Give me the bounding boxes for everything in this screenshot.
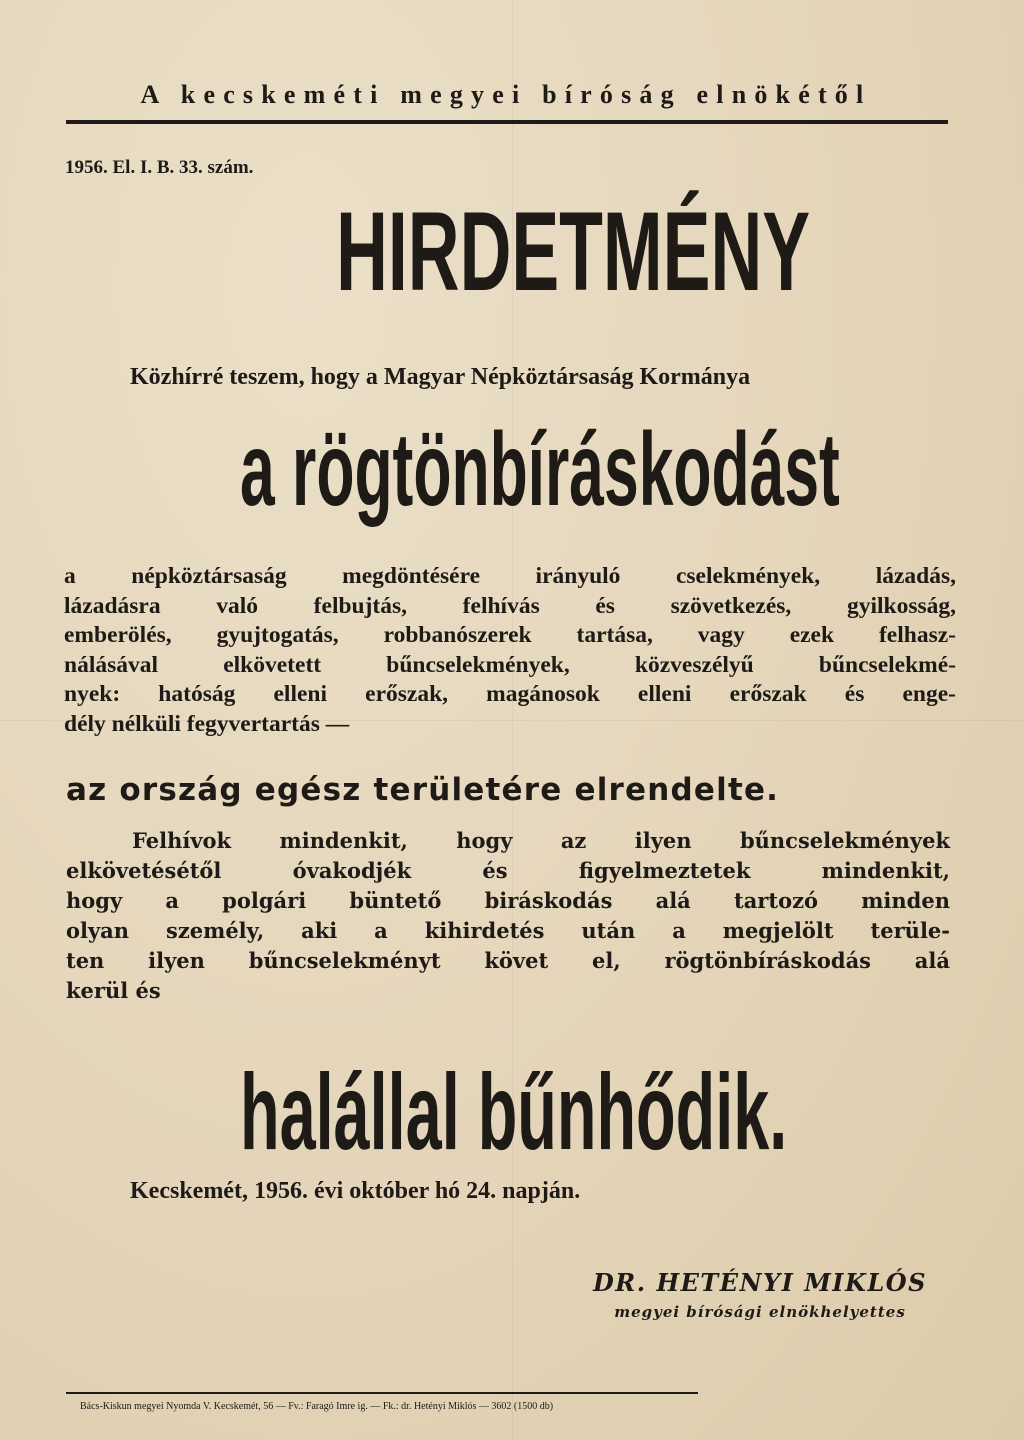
- ordered-statement: az ország egész területére elrendelte.: [66, 772, 780, 808]
- crimes-line: a népköztársaság megdöntésére irányuló cselekmények, lázadás,: [64, 563, 956, 589]
- document-title: HIRDETMÉNY: [336, 189, 811, 314]
- reference-number: 1956. El. I. B. 33. szám.: [65, 157, 254, 178]
- header-rule: [66, 120, 948, 124]
- summary-justice-heading: a rögtönbíráskodást: [240, 412, 840, 528]
- warning-paragraph: [66, 826, 950, 1006]
- warning-line: kerül és: [66, 978, 161, 1003]
- date-line: Kecskemét, 1956. évi október hó 24. napján.: [130, 1178, 581, 1204]
- footer-rule: [66, 1392, 698, 1394]
- crimes-line: dély nélküli fegyvertartás —: [64, 710, 350, 737]
- penalty-heading: halállal bűnhődik.: [240, 1051, 788, 1172]
- issuer-header: A kecskeméti megyei bíróság elnökétől: [140, 80, 872, 109]
- crimes-line: nyek: hatóság elleni erőszak, magánosok elleni erőszak és enge-: [64, 681, 956, 707]
- warning-line: ten ilyen bűncselekményt követ el, rögtönbíráskodás alá: [66, 948, 950, 973]
- crimes-line: lázadásra való felbujtás, felhívás és szövetkezés, gyilkosság,: [64, 592, 956, 619]
- crimes-line: nálásával elkövetett bűncselekmények, közveszélyű bűncselekmé-: [64, 651, 956, 678]
- printer-imprint: Bács-Kiskun megyei Nyomda V. Kecskemét, 56 — Fv.: Faragó Imre ig. — Fk.: dr. Hetényi Miklós — 3602 (1500 db): [80, 1401, 554, 1412]
- intro-sentence: Közhírré teszem, hogy a Magyar Népköztársaság Kormánya: [130, 364, 751, 390]
- signatory-title: megyei bírósági elnökhelyettes: [614, 1303, 906, 1321]
- crimes-paragraph: [64, 562, 956, 739]
- warning-line: hogy a polgári büntető biráskodás alá tartozó minden: [66, 888, 950, 913]
- warning-line: olyan személy, aki a kihirdetés után a megjelölt terüle-: [66, 918, 950, 943]
- warning-line: elkövetésétől óvakodjék és figyelmeztetek mindenkit,: [66, 858, 950, 883]
- signatory-name: DR. HETÉNYI MIKLÓS: [592, 1268, 927, 1297]
- crimes-line: emberölés, gyujtogatás, robbanószerek tartása, vagy ezek felhasz-: [64, 622, 956, 648]
- warning-line: Felhívok mindenkit, hogy az ilyen bűncselekmények: [132, 828, 950, 853]
